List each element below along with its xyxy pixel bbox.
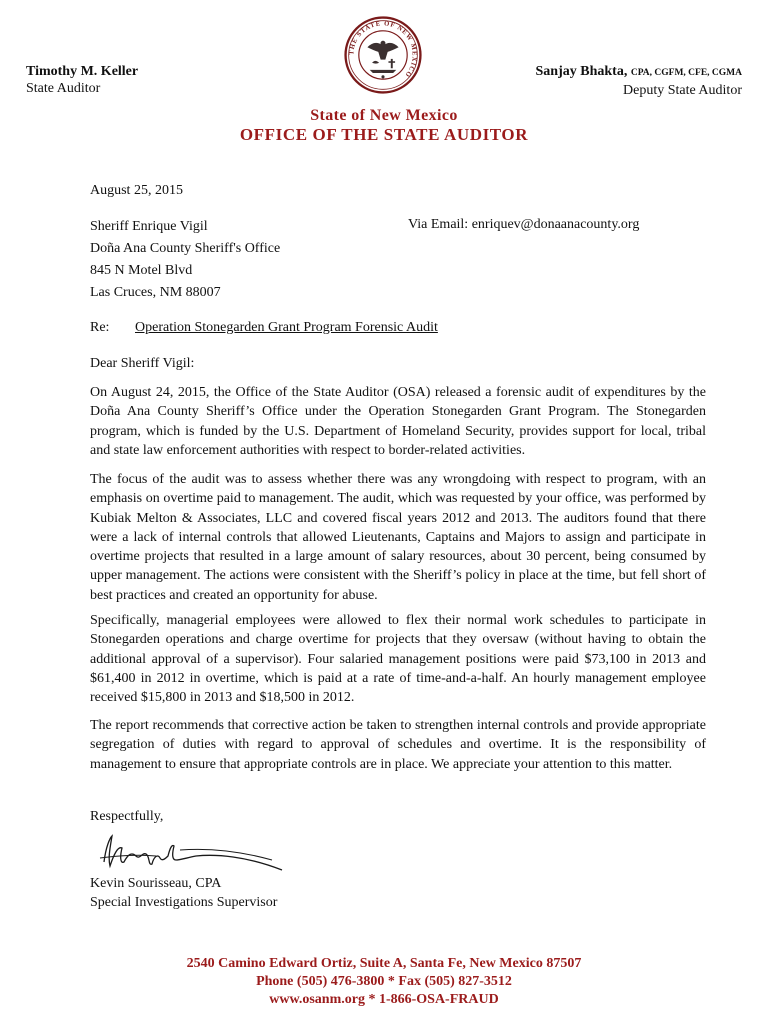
deputy-auditor-credentials: CPA, CGFM, CFE, CGMA [630,68,742,78]
signer-name: Kevin Sourisseau, CPA [90,876,222,891]
paragraph-4: The report recommends that corrective action be taken to strengthen internal controls and provide appropriate segregation of duties with regard to approval of schedules and overtime. It is the responsibility of management to ensure that appropriate controls are in place. We appreciate your attention to this matter. [90,718,706,772]
recipient-line: Sheriff Enrique Vigil [90,219,208,234]
footer-web: www.osanm.org * 1-866-OSA-FRAUD [269,992,499,1007]
paragraph-2: The focus of the audit was to assess whether there was any wrongdoing with respect to program, with an emphasis on overtime paid to management. The audit, which was requested by your office, was performed by Kubiak Melton & Associates, LLC and covered fiscal years 2012 and 2013. The auditors found that there were a lack of internal controls that allowed Lieutenants, Captains and Majors to assign and participate in overtime projects that resulted in a large amount of salary resources, about 30 percent, being consumed by upper management. The actions were consistent with the Sheriff’s policy in place at the time, but fell short of best practices and created an opportunity for abuse. [90,472,706,603]
state-auditor-name: Timothy M. Keller [26,64,139,79]
paragraph-3: Specifically, managerial employees were allowed to flex their normal work schedules to participate in Stonegarden operations and charge overtime for projects that they oversaw (without having to obtain the additional approval of a supervisor). Four salaried management positions were paid $73,100 in 2013 and $61,400 in 2012 in overtime, which is paid at a rate of time-and-a-half. An hourly management employee received $15,800 in 2013 and $18,500 in 2012. [90,613,706,706]
letter-date: August 25, 2015 [90,183,183,198]
signature-icon [96,826,286,874]
seal-text: THE STATE OF NEW MEXICO [348,20,418,79]
recipient-line: Doña Ana County Sheriff's Office [90,241,281,256]
closing: Respectfully, [90,809,164,824]
re-subject: Operation Stonegarden Grant Program Forensic Audit [135,320,438,335]
salutation: Dear Sheriff Vigil: [90,356,195,371]
deputy-auditor-name: Sanjay Bhakta, [535,64,628,79]
recipient-line: Las Cruces, NM 88007 [90,285,221,300]
state-heading: State of New Mexico [310,107,458,124]
via-email: Via Email: enriquev@donaanacounty.org [408,217,640,232]
footer-phone: Phone (505) 476-3800 * Fax (505) 827-3512 [256,974,512,989]
re-label: Re: [90,320,110,335]
footer-address: 2540 Camino Edward Ortiz, Suite A, Santa Fe, New Mexico 87507 [186,956,582,971]
signer-block [90,874,706,913]
state-seal-icon [344,16,422,94]
paragraph-1: On August 24, 2015, the Office of the State Auditor (OSA) released a forensic audit of expenditures by the Doña Ana County Sheriff’s Office under the Operation Stonegarden Grant Program. The Stonegarden program, which is funded by the U.S. Department of Homeland Security, provides support for local, tribal and state law enforcement authorities with respect to border-related activities. [90,385,706,458]
state-auditor-title: State Auditor [26,81,101,96]
header-right [536,63,742,99]
re-line [90,318,706,337]
deputy-auditor-title: Deputy State Auditor [623,83,742,98]
header-left [26,63,138,97]
footer [0,955,768,1009]
signer-title: Special Investigations Supervisor [90,895,278,911]
office-heading: OFFICE OF THE STATE AUDITOR [239,125,529,144]
recipient-line: 845 N Motel Blvd [90,263,193,278]
